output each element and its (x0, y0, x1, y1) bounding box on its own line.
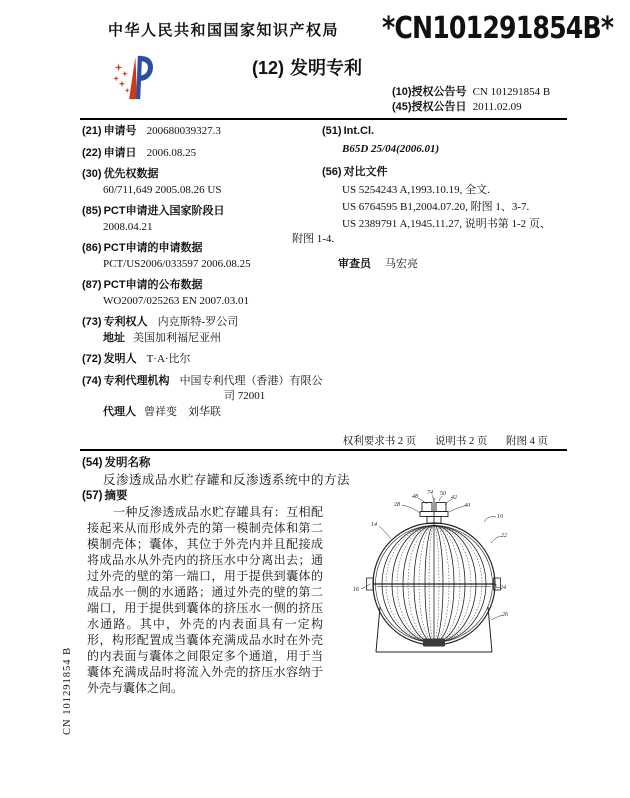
field-value: 2006.08.25 (146, 146, 197, 159)
field-value: 200680039327.3 (146, 125, 221, 137)
field-code: (56) (322, 166, 342, 178)
field-code: (51) (322, 125, 342, 137)
drawings-pages: 附图 4 页 (506, 436, 548, 447)
figure-label-16: 16 (353, 587, 359, 593)
barcode-number: *CN101291854B* (382, 11, 614, 46)
field-code: (72) (82, 353, 102, 365)
field-code: (74) (82, 374, 102, 387)
field-application-number (82, 124, 324, 139)
agency-name-wrap: 司 72001 (224, 390, 266, 402)
priority-value: 60/711,649 2005.08.26 US (103, 183, 222, 196)
agent-label: 代理人 (103, 405, 136, 418)
sipo-logo-icon (108, 50, 156, 106)
patentee-address-row (103, 331, 324, 346)
abstract-heading (82, 487, 127, 503)
pages-count-line (80, 433, 548, 448)
field-code: (54) (82, 457, 103, 469)
agency-name: 中国专利代理（香港）有限公 (179, 374, 323, 387)
figure-label-10: 10 (497, 514, 503, 520)
description-pages: 说明书 2 页 (434, 436, 488, 447)
abstract-label: 摘要 (104, 490, 128, 502)
figure-label-26: 26 (502, 612, 508, 618)
patent-office-title: 中华人民共和国国家知识产权局 (108, 22, 340, 39)
citation-3: US 2389791 A,1945.11.27, 说明书第 1-2 页、附图 1-4. (292, 218, 551, 245)
field-label: PCT申请进入国家阶段日 (103, 205, 225, 217)
pct-publication-value: WO2007/025263 EN 2007.03.01 (103, 294, 250, 307)
field-code: (22) (82, 146, 102, 159)
field-code: (87) (82, 279, 102, 291)
figure-label-28: 28 (394, 502, 400, 508)
logo-stars (113, 64, 130, 94)
agent-row (103, 405, 324, 420)
field-pct-publication-data (82, 278, 324, 308)
field-code: (73) (82, 316, 102, 328)
field-label: PCT申请的申请数据 (103, 242, 203, 254)
grant-number-value: CN 101291854 B (472, 86, 551, 98)
figure-label-48: 48 (412, 494, 418, 500)
grant-number-label: (10)授权公告号 (392, 86, 467, 98)
examiner-row (338, 257, 558, 272)
field-int-cl (322, 124, 558, 139)
grant-date-label: (45)授权公告日 (392, 101, 467, 113)
bottom-boss (423, 639, 445, 647)
field-label: 申请号 (103, 125, 137, 137)
ipc-classification: B65D 25/04(2006.01) (342, 143, 440, 155)
pct-national-date-value: 2008.04.21 (103, 220, 153, 233)
citation-1: US 5254243 A,1993.10.19, 全文. (342, 184, 490, 196)
examiner-label: 审查员 (338, 258, 371, 270)
grant-number-row (392, 85, 550, 100)
examiner-name: 马宏亮 (385, 258, 418, 270)
abstract-text: 一种反渗透成品水贮存罐具有：互相配接起来从而形成外壳的第一模制壳体和第二模制壳体；囊体，其位于外壳内并且配接成将成品水从外壳内的挤压水中分离出去；通过外壳的壁的第一端口，用于提供到囊体的成品水一侧的水通路；通过外壳的壁的第二端口，用于提供到囊体的挤压水一侧的挤压水通路。其中，外壳的内表面具有一定构形，构形配置成当囊体充满成品水时在外壳的内表面与囊体之间限定多个通道，用于当囊体充满成品时将流入外壳的挤压水容纳于外壳与囊体之间。 (87, 505, 323, 695)
pct-application-value: PCT/US2006/033597 2006.08.25 (103, 257, 251, 270)
inventor-name: T·A·比尔 (146, 353, 191, 365)
field-code: (21) (82, 125, 102, 137)
field-label: 专利权人 (103, 316, 148, 328)
field-pct-national-date (82, 204, 324, 234)
field-code: (85) (82, 205, 102, 217)
invention-name-heading (82, 454, 150, 470)
field-code: (86) (82, 242, 102, 254)
grant-date-row (392, 100, 550, 115)
figure-label-74: 74 (427, 490, 433, 496)
figure-label-24: 24 (500, 585, 506, 591)
doc-type-code: (12) (252, 58, 285, 78)
grant-date-value: 2011.02.09 (472, 101, 522, 113)
field-label: 对比文件 (343, 166, 388, 178)
field-label: 优先权数据 (103, 168, 159, 180)
doc-type-label: 发明专利 (290, 58, 363, 78)
tank-figure (350, 487, 530, 675)
figure-label-42: 42 (451, 495, 457, 501)
figure-label-22: 22 (501, 533, 507, 539)
address-value: 美国加利福尼亚州 (133, 331, 221, 344)
biblio-right-column (292, 124, 558, 272)
side-document-number: CN 101291854 B (62, 646, 73, 735)
figure-label-50: 50 (440, 491, 446, 497)
abstract-divider (80, 449, 567, 451)
field-patentee (82, 315, 324, 345)
field-label: 发明人 (103, 353, 137, 365)
field-patent-agency (82, 374, 324, 420)
claims-pages: 权利要求书 2 页 (342, 436, 417, 447)
field-priority-data (82, 167, 324, 197)
figure-label-14: 14 (371, 522, 377, 528)
doc-type-title (252, 54, 362, 80)
invention-name-label: 发明名称 (104, 457, 151, 469)
patentee-name: 内克斯特-罗公司 (157, 316, 239, 328)
address-label: 地址 (103, 331, 125, 344)
field-inventor (82, 352, 324, 367)
biblio-left-column (82, 124, 324, 426)
grant-info (392, 85, 550, 115)
field-label: 申请日 (103, 146, 137, 159)
field-code: (57) (82, 490, 103, 502)
agent-names: 曾祥变 刘华联 (144, 405, 221, 418)
field-label: PCT申请的公布数据 (103, 279, 203, 291)
field-label: 专利代理机构 (103, 374, 170, 387)
field-filing-date (82, 146, 324, 161)
field-code: (30) (82, 168, 102, 180)
field-citations (322, 165, 558, 180)
header-divider (80, 118, 567, 120)
field-pct-application-data (82, 241, 324, 271)
invention-title: 反渗透成品水贮存罐和反渗透系统中的方法 (103, 473, 351, 487)
citation-2: US 6764595 B1,2004.07.20, 附图 1、3-7. (342, 201, 530, 213)
field-label: Int.Cl. (343, 125, 375, 137)
logo-wedge (129, 57, 137, 99)
figure-label-40: 40 (464, 503, 470, 509)
